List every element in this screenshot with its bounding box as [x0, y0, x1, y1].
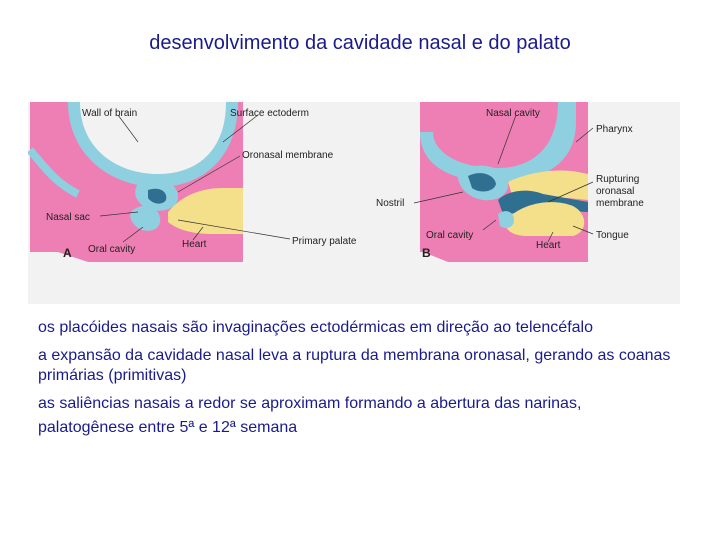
label-heart-b: Heart [536, 240, 561, 251]
label-rupturing-line2: oronasal [596, 186, 635, 197]
label-wall-of-brain: Wall of brain [82, 108, 138, 119]
bullet-item: a expansão da cavidade nasal leva a ruptura da membrana oronasal, gerando as coanas primárias (primitivas) [38, 347, 671, 384]
panel-a [28, 102, 357, 304]
label-rupturing-line1: Rupturing [596, 174, 640, 185]
label-heart-a: Heart [182, 239, 207, 250]
label-nostril: Nostril [376, 198, 405, 209]
label-oronasal-membrane: Oronasal membrane [242, 150, 334, 161]
embryo-figure [28, 102, 680, 304]
label-tongue: Tongue [596, 230, 629, 241]
label-primary-palate: Primary palate [292, 236, 357, 247]
label-pharynx: Pharynx [596, 124, 633, 135]
label-rupturing-line3: membrane [596, 198, 644, 209]
bullet-item: os placóides nasais são invaginações ectodérmicas em direção ao telencéfalo [38, 319, 593, 336]
embryo-illustration [28, 102, 680, 304]
label-oral-cavity-b: Oral cavity [426, 230, 474, 241]
panel-b-letter: B [422, 246, 431, 260]
bullet-item: palatogênese entre 5ª e 12ª semana [38, 419, 298, 436]
label-oral-cavity-a: Oral cavity [88, 244, 136, 255]
panel-b [376, 102, 644, 304]
bullet-item: as saliências nasais a redor se aproximam formando a abertura das narinas, [38, 395, 582, 412]
label-nasal-sac: Nasal sac [46, 212, 90, 223]
panel-a-letter: A [63, 246, 72, 260]
label-nasal-cavity: Nasal cavity [486, 108, 540, 119]
slide-title: desenvolvimento da cavidade nasal e do palato [149, 32, 571, 54]
label-surface-ectoderm: Surface ectoderm [230, 108, 309, 119]
bullet-list [38, 318, 698, 446]
